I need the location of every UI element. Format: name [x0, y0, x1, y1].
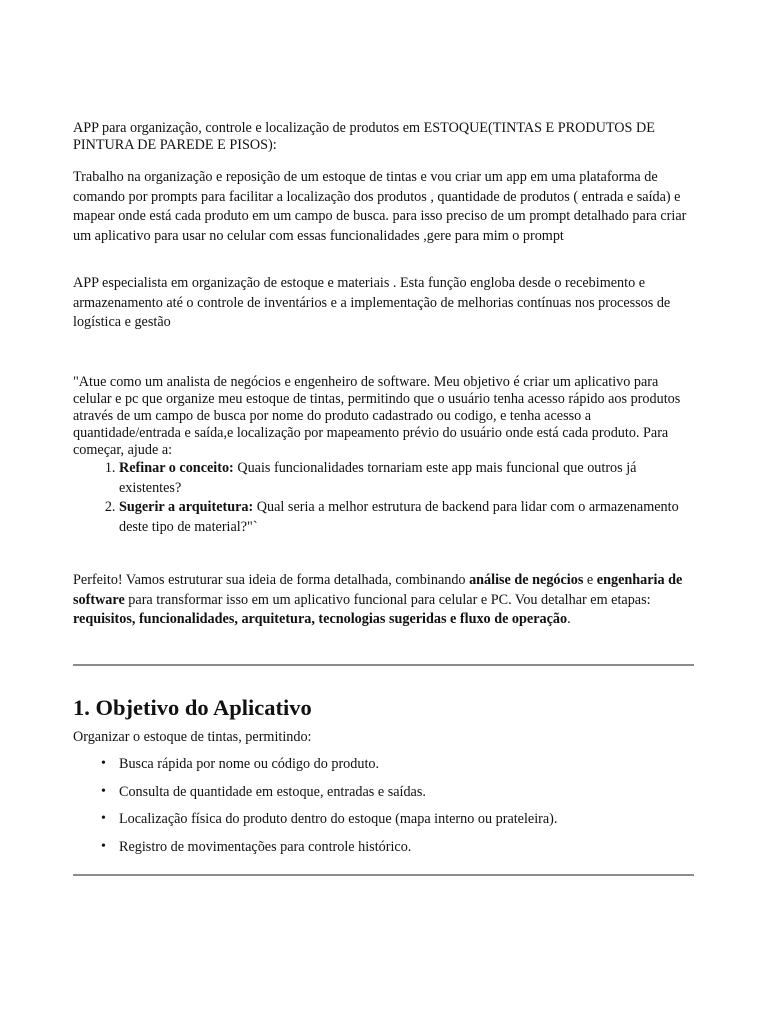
prompt-item-label: Refinar o conceito:: [119, 460, 234, 476]
prompt-list-item: [119, 459, 698, 498]
response-text-part: .: [567, 611, 571, 628]
horizontal-divider: [73, 664, 694, 666]
response-paragraph: [73, 571, 698, 630]
bullet-item: [73, 755, 698, 783]
section-lead: Organizar o estoque de tintas, permitindo:: [73, 729, 312, 745]
horizontal-divider: [73, 874, 694, 876]
bullet-icon: •: [101, 783, 106, 799]
bullet-icon: •: [101, 811, 106, 827]
prompt-block: [73, 374, 698, 537]
prompt-text: "Atue como um analista de negócios e engenheiro de software. Meu objetivo é criar um aplicativo para celular e pc que organize meu estoque de tintas, permitindo que o usuário tenha acesso rápido aos produtos através de um campo de busca por nome do produto cadastrado ou codigo, e tenha acesso a quantidade/entrada e saída,e localização por mapeamento prévio do usuário onde está cada produto. Para começar, ajude a:: [73, 374, 681, 458]
intro-description: [73, 274, 698, 333]
prompt-item-label: Sugerir a arquitetura:: [119, 499, 254, 515]
bullet-text: Busca rápida por nome ou código do produto.: [119, 756, 380, 772]
bullet-item: [73, 838, 698, 866]
bullet-item: [73, 783, 698, 811]
response-bold-engineering: engenharia de software: [73, 572, 683, 608]
prompt-item-text: Quais funcionalidades tornariam este app mais funcional que outros já existentes?: [119, 460, 637, 496]
section-heading: 1. Objetivo do Aplicativo: [73, 695, 312, 720]
section-bullet-list: [73, 755, 698, 865]
prompt-list: [73, 459, 698, 537]
response-text-part: para transformar isso em um aplicativo funcional para celular e PC. Vou detalhar em etapas:: [124, 591, 651, 608]
intro-request-text: Trabalho na organização e reposição de um estoque de tintas e vou criar um app em uma plataforma de comando por prompts para facilitar a localização dos produtos , quantidade de produtos ( entrada e saída) e mapear onde está cada produto em um campo de busca. para isso preciso de um prompt detalhado para criar um aplicativo para usar no celular com essas funcionalidades ,gere para mim o prompt: [73, 169, 687, 245]
bullet-icon: •: [101, 838, 106, 854]
prompt-list-item: [119, 498, 698, 537]
intro-description-text: APP especialista em organização de estoque e materiais . Esta função engloba desde o recebimento e armazenamento até o controle de inventários e a implementação de melhorias contínuas nos processos de logística e gestão: [73, 275, 671, 331]
response-text: [73, 571, 698, 630]
intro-request: [73, 168, 698, 247]
bullet-item: [73, 810, 698, 838]
bullet-text: Localização física do produto dentro do estoque (mapa interno ou prateleira).: [119, 811, 558, 828]
bullet-text: Consulta de quantidade em estoque, entradas e saídas.: [119, 783, 426, 800]
bullet-text: Registro de movimentações para controle histórico.: [119, 838, 412, 855]
intro-title: [73, 120, 698, 154]
response-bold-business: análise de negócios: [469, 572, 584, 588]
response-text-part: e: [583, 572, 597, 588]
bullet-icon: •: [101, 756, 106, 771]
prompt-item-text: Qual seria a melhor estrutura de backend para lidar com o armazenamento deste tipo de material?"`: [119, 499, 679, 535]
response-text-part: Perfeito! Vamos estruturar sua ideia de forma detalhada, combinando: [73, 572, 470, 588]
intro-title-text: APP para organização, controle e localização de produtos em ESTOQUE(TINTAS E PRODUTOS DE PINTURA DE PAREDE E PISOS):: [73, 120, 655, 153]
response-bold-steps: requisitos, funcionalidades, arquitetura, tecnologias sugeridas e fluxo de operação: [73, 611, 568, 628]
